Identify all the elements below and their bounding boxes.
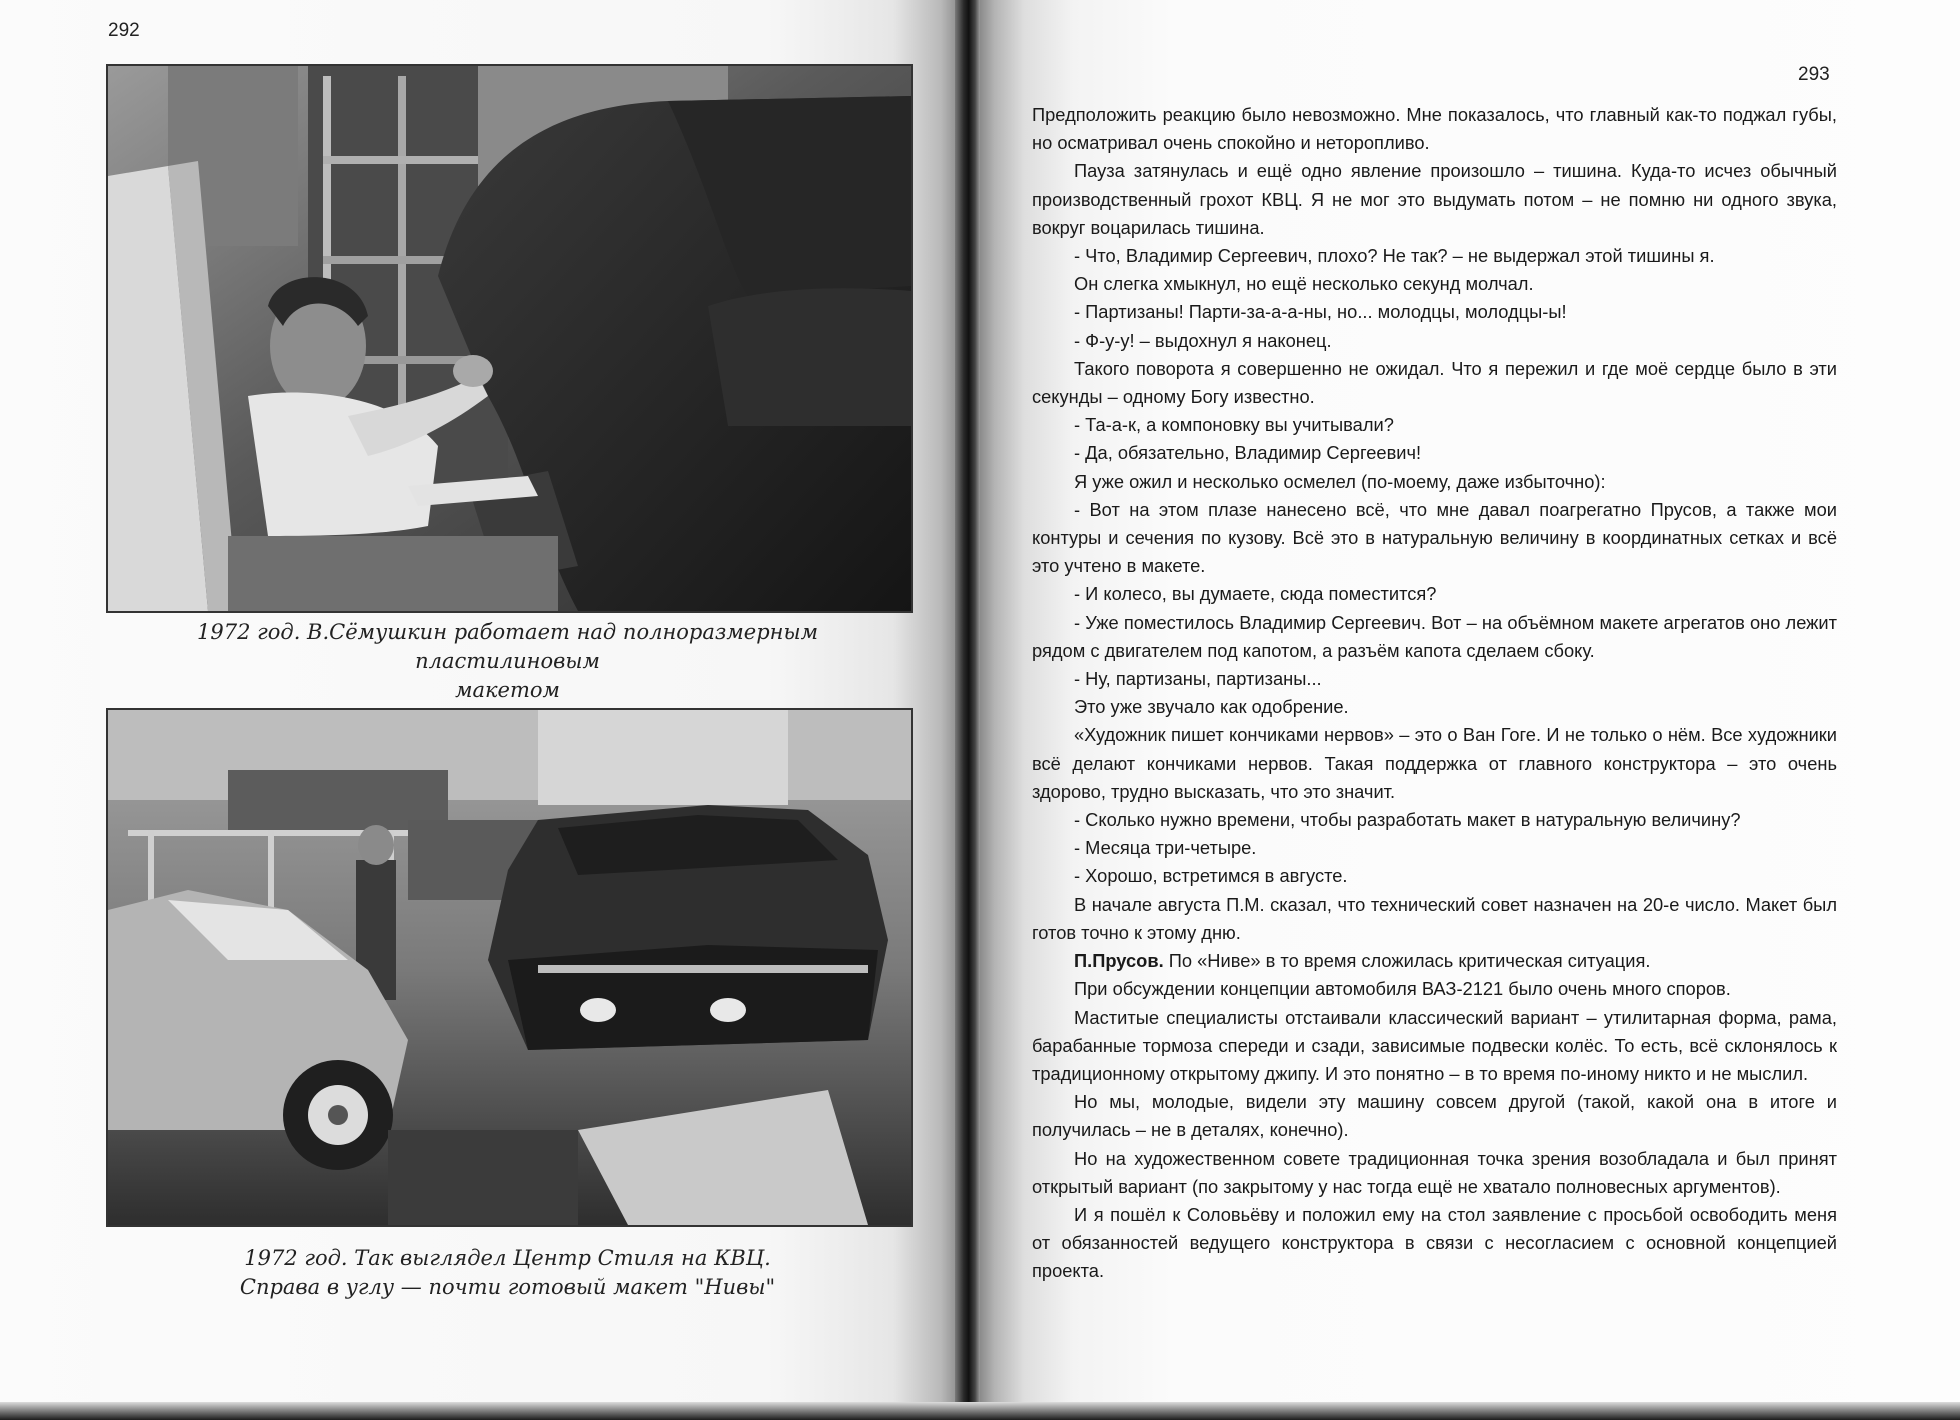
- paragraph: [1032, 1201, 1837, 1286]
- paragraph: [1032, 496, 1837, 581]
- paragraph-text: - Партизаны! Парти-за-а-а-ны, но... молодцы, молодцы-ы!: [1074, 301, 1567, 323]
- paragraph-text: Предположить реакцию было невозможно. Мне показалось, что главный как-то поджал губы, но осматривал очень спокойно и неторопливо.: [1032, 104, 1837, 154]
- paragraph: [1032, 580, 1837, 608]
- paragraph: [1032, 806, 1837, 834]
- paragraph-text: Маститые специалисты отстаивали классический вариант – утилитарная форма, рама, барабанные тормоза спереди и сзади, зависимые подвески колёс. То есть, всё склонялось к традиционному открытому джипу. И это понятно – в то время по-иному никто и не мыслил.: [1032, 1006, 1837, 1084]
- paragraph: [1032, 609, 1837, 665]
- paragraph-text: Он слегка хмыкнул, но ещё несколько секунд молчал.: [1074, 273, 1534, 295]
- paragraph-text: - Уже поместилось Владимир Сергеевич. Вот – на объёмном макете агрегатов оно лежит рядом с двигателем под капотом, а разъём капота сделаем сбоку.: [1032, 611, 1837, 661]
- paragraph-text: - Вот на этом плазе нанесено всё, что мне давал поагрегатно Прусов, а также мои контуры и сечения по кузову. Всё это в натуральную величину в координатных сетках и всё это учтено в макете.: [1032, 498, 1837, 577]
- caption-line: 1972 год. Так выглядел Центр Стиля на КВЦ.: [244, 1246, 771, 1270]
- paragraph: [1032, 327, 1837, 355]
- paragraph-text: В начале августа П.М. сказал, что технический совет назначен на 20-е число. Макет был готов точно к этому дню.: [1032, 893, 1837, 943]
- paragraph-text: - Месяца три-четыре.: [1074, 837, 1257, 859]
- paragraph-text: Но на художественном совете традиционная точка зрения возобладала и был принят открытый вариант (по закрытому у нас тогда ещё не хватало полновесных аргументов).: [1032, 1147, 1837, 1197]
- page-bottom-edge: [0, 1402, 1960, 1420]
- photo-clay-model-image: [108, 66, 911, 611]
- paragraph: [1032, 975, 1837, 1003]
- paragraph: [1032, 1145, 1837, 1201]
- paragraph: [1032, 298, 1837, 326]
- paragraph-text: - Та-а-к, а компоновку вы учитывали?: [1074, 414, 1394, 436]
- book-gutter: [955, 0, 980, 1420]
- paragraph: [1032, 834, 1837, 862]
- paragraph: [1032, 157, 1837, 242]
- caption-line: Справа в углу — почти готовый макет "Нивы": [239, 1275, 776, 1299]
- caption-line: макетом: [455, 678, 560, 702]
- paragraph: [1032, 101, 1837, 157]
- paragraph-text: Это уже звучало как одобрение.: [1074, 696, 1349, 718]
- speaker-name: П.Прусов.: [1074, 950, 1164, 972]
- paragraph: [1032, 665, 1837, 693]
- paragraph: [1032, 439, 1837, 467]
- paragraph-text: Я уже ожил и несколько осмелел (по-моему, даже избыточно):: [1074, 470, 1606, 492]
- paragraph: [1032, 468, 1837, 496]
- paragraph: [1032, 947, 1837, 975]
- paragraph: [1032, 411, 1837, 439]
- caption-line: 1972 год. В.Сёмушкин работает над полноразмерным пластилиновым: [197, 620, 818, 673]
- photo-style-center: [106, 708, 913, 1227]
- photo-style-center-image: [108, 710, 911, 1225]
- paragraph-text: - Сколько нужно времени, чтобы разработать макет в натуральную величину?: [1074, 809, 1741, 831]
- paragraph-text: - Ф-у-у! – выдохнул я наконец.: [1074, 329, 1332, 351]
- paragraph: [1032, 270, 1837, 298]
- paragraph: [1032, 721, 1837, 806]
- paragraph: [1032, 693, 1837, 721]
- paragraph: [1032, 1088, 1837, 1144]
- photo-clay-model: [106, 64, 913, 613]
- paragraph: [1032, 242, 1837, 270]
- paragraph-text: «Художник пишет кончиками нервов» – это о Ван Гоге. И не только о нём. Все художники всё делают кончиками нервов. Такая поддержка от главного конструктора – это очень здорово, трудно высказать, что это значит.: [1032, 724, 1837, 802]
- paragraph: [1032, 355, 1837, 411]
- body-text: [1032, 101, 1837, 1286]
- paragraph: [1032, 1004, 1837, 1089]
- paragraph-text: - И колесо, вы думаете, сюда поместится?: [1074, 583, 1437, 605]
- paragraph-text: - Да, обязательно, Владимир Сергеевич!: [1074, 442, 1422, 464]
- right-page-number: 293: [1798, 64, 1830, 85]
- caption-clay-model: [106, 618, 909, 705]
- paragraph: [1032, 862, 1837, 890]
- paragraph-text: Пауза затянулась и ещё одно явление произошло – тишина. Куда-то исчез обычный производственный грохот КВЦ. Я не мог это выдумать потом – не помню ни одного звука, вокруг воцарилась тишина.: [1032, 160, 1837, 238]
- paragraph-text: И я пошёл к Соловьёву и положил ему на стол заявление с просьбой освободить меня от обязанностей ведущего конструктора в связи с несогласием с основной концепцией проекта.: [1032, 1203, 1837, 1282]
- paragraph-text: - Хорошо, встретимся в августе.: [1074, 865, 1348, 887]
- paragraph-text: - Ну, партизаны, партизаны...: [1074, 668, 1322, 690]
- paragraph-text: При обсуждении концепции автомобиля ВАЗ-2121 было очень много споров.: [1074, 978, 1731, 1000]
- paragraph-text: Но мы, молодые, видели эту машину совсем другой (такой, какой она в итоге и получилась – не в деталях, конечно).: [1032, 1091, 1837, 1141]
- paragraph: [1032, 891, 1837, 947]
- paragraph-text: - Что, Владимир Сергеевич, плохо? Не так? – не выдержал этой тишины я.: [1074, 245, 1715, 267]
- left-page-number: 292: [108, 20, 140, 41]
- paragraph-text: По «Ниве» в то время сложилась критическая ситуация.: [1163, 950, 1651, 972]
- caption-style-center: [106, 1244, 909, 1302]
- paragraph-text: Такого поворота я совершенно не ожидал. Что я пережил и где моё сердце было в эти секунды – одному Богу известно.: [1032, 357, 1837, 408]
